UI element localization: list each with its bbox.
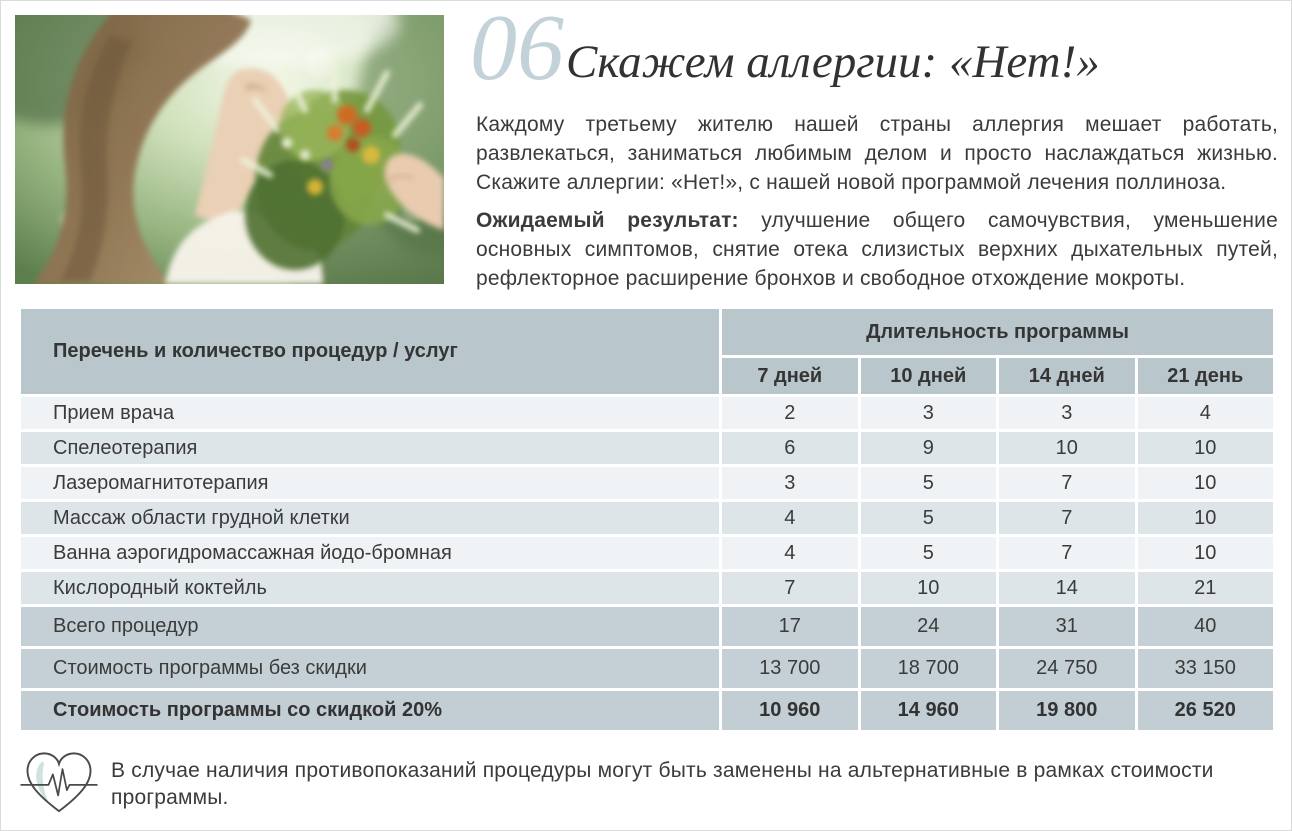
service-value: 10 [1138,467,1274,499]
service-value: 19 800 [999,691,1135,730]
service-value: 3 [999,397,1135,429]
service-label: Спелеотерапия [21,432,719,464]
service-value: 4 [722,537,858,569]
service-value: 7 [999,502,1135,534]
service-value: 9 [861,432,997,464]
expected-result-label: Ожидаемый результат: [476,209,739,232]
program-table [21,309,1273,730]
service-value: 14 960 [861,691,997,730]
service-value: 6 [722,432,858,464]
service-value: 10 [861,572,997,604]
service-label: Массаж области грудной клетки [21,502,719,534]
expected-result-paragraph [476,207,1278,294]
footer-note [19,749,1279,819]
service-label: Стоимость программы со скидкой 20% [21,691,719,730]
service-value: 21 [1138,572,1274,604]
service-value: 31 [999,607,1135,646]
service-label: Всего процедур [21,607,719,646]
service-value: 10 [1138,502,1274,534]
table-header-14days: 14 дней [999,358,1135,394]
service-value: 10 [1138,432,1274,464]
heart-ekg-icon [19,749,99,819]
service-value: 7 [999,467,1135,499]
section-number: 06 [470,0,564,100]
service-value: 13 700 [722,649,858,688]
service-value: 10 [1138,537,1274,569]
table-header-21days: 21 день [1138,358,1274,394]
service-label: Стоимость программы без скидки [21,649,719,688]
table-header-7days: 7 дней [722,358,858,394]
service-value: 7 [999,537,1135,569]
hero-photo [15,15,444,284]
intro-paragraph: Каждому третьему жителю нашей страны аллергия мешает работать, развлекаться, заниматься любимым делом и просто наслаждаться жизнью. Скажите аллергии: «Нет!», с нашей новой программой лечения поллиноза. [476,113,1278,194]
service-value: 5 [861,537,997,569]
service-value: 26 520 [1138,691,1274,730]
service-value: 24 [861,607,997,646]
page-title: Скажем аллергии: «Нет!» [566,36,1100,88]
woman-with-flowers-image [15,15,444,284]
service-value: 2 [722,397,858,429]
service-value: 7 [722,572,858,604]
service-label: Ванна аэрогидромассажная йодо-бромная [21,537,719,569]
service-value: 5 [861,467,997,499]
service-value: 4 [722,502,858,534]
service-value: 3 [861,397,997,429]
service-value: 10 [999,432,1135,464]
table-header-duration: Длительность программы [722,309,1273,355]
service-label: Прием врача [21,397,719,429]
expected-result-text: улучшение общего самочувствия, уменьшение основных симптомов, снятие отека слизистых верхних дыхательных путей, рефлекторное расширение бронхов и свободное отхождение мокроты. [476,209,1278,290]
service-label: Лазеромагнитотерапия [21,467,719,499]
service-value: 3 [722,467,858,499]
service-value: 4 [1138,397,1274,429]
service-value: 5 [861,502,997,534]
service-value: 10 960 [722,691,858,730]
service-value: 40 [1138,607,1274,646]
footer-note-text: В случае наличия противопоказаний процедуры могут быть заменены на альтернативные в рамках стоимости программы. [111,758,1214,809]
service-value: 17 [722,607,858,646]
service-value: 18 700 [861,649,997,688]
service-label: Кислородный коктейль [21,572,719,604]
table-header-10days: 10 дней [861,358,997,394]
service-value: 14 [999,572,1135,604]
service-value: 33 150 [1138,649,1274,688]
service-value: 24 750 [999,649,1135,688]
table-header-services: Перечень и количество процедур / услуг [21,309,719,394]
